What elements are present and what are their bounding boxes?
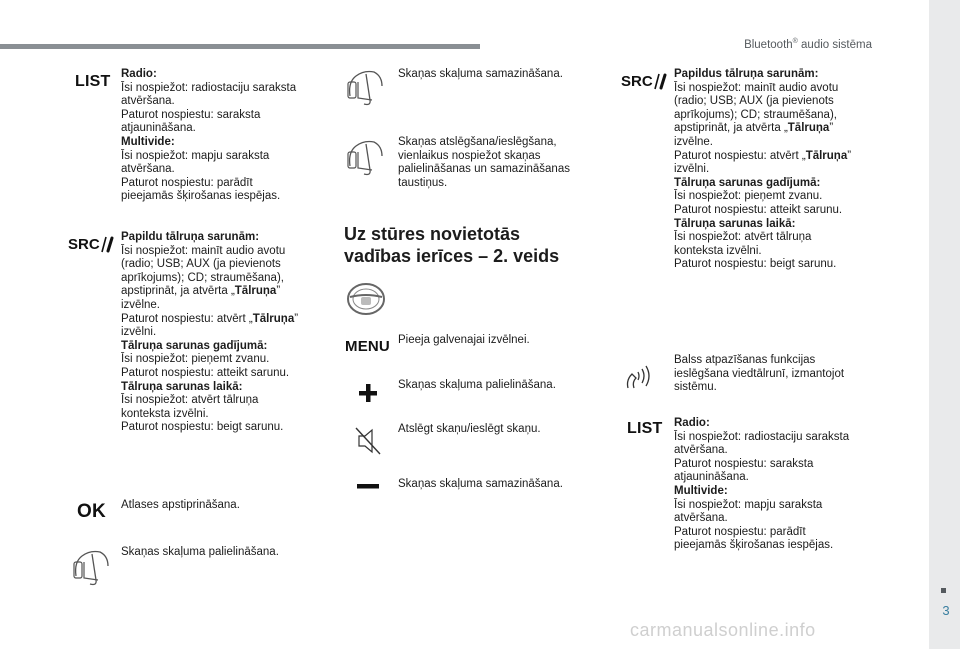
minus-description: Skaņas skaļuma samazināšana. [398,478,563,490]
ok-label: OK [77,501,106,522]
plus-icon [358,383,378,403]
side-band [929,0,960,649]
mute-combo-description: Skaņas atslēgšana/ieslēgšana, vienlaikus nospiežot skaņas palielināšanas un samazināšanas taustiņus. [398,136,570,189]
wheel-mute-icon [344,138,386,178]
plus-description: Skaņas skaļuma palielināšana. [398,379,556,391]
minus-icon [357,484,379,490]
src-description: Papildu tālruņa sarunām: Īsi nospiežot: mainīt audio avotu (radio; USB; AUX (ja pievienots aprīkojums); CD; straumēšana), apstiprināt, ja atvērta „Tālruņa” izvēlne. Paturot nospiestu: atvērt „Tālruņa” izvēlni. Tālruņa sarunas gadījumā: Īsi nospiežot: pieņemt zvanu. Paturot nospiestu: atteikt sarunu. Tālruņa sarunas laikā: Īsi nospiežot: atvērt tālruņa konteksta izvēlni. Paturot nospiestu: beigt sarunu. [121,231,299,434]
list-label: LIST [75,73,111,90]
page-number: 3 [942,603,950,618]
list-label-2: LIST [627,420,663,437]
voice-description: Balss atpazīšanas funkcijas ieslēgšana viedtālrunī, izmantojot sistēmu. [674,354,845,394]
volume-up-description: Skaņas skaļuma palielināšana. [121,546,279,558]
list-description: Radio: Īsi nospiežot: radiostaciju saraksta atvēršana. Paturot nospiestu: saraksta atjaunināšana. Multivide: Īsi nospiežot: mapju saraksta atvēršana. Paturot nospiestu: parādīt pieejamās šķirošanas iespējas. [121,68,297,203]
volume-down-description: Skaņas skaļuma samazināšana. [398,68,563,80]
list-description-2: Radio: Īsi nospiežot: radiostaciju saraksta atvēršana. Paturot nospiestu: saraksta atjaunināšana. Multivide: Īsi nospiežot: mapju saraksta atvēršana. Paturot nospiestu: parādīt pieejamās šķirošanas iespējas. [674,417,850,552]
page-header: Bluetooth® audio sistēma [744,38,872,51]
src-phone-icon-2 [621,71,667,91]
src-label-2: SRC [621,73,653,90]
src-label: SRC [68,236,100,253]
section-heading: Uz stūres novietotās vadības ierīces – 2. veids [344,224,560,266]
header-rule [0,44,480,49]
ok-description: Atlases apstiprināšana. [121,499,240,511]
mute-description: Atslēgt skaņu/ieslēgt skaņu. [398,423,541,435]
wheel-volume-up-icon [70,548,112,588]
page-marker [941,588,946,593]
menu-description: Pieeja galvenajai izvēlnei. [398,334,530,346]
wheel-volume-down-icon [344,68,386,108]
watermark: carmanualsonline.info [630,620,816,640]
voice-recognition-icon [624,362,658,392]
src-phone-icon [68,234,114,254]
src-description-2: Papildus tālruņa sarunām: Īsi nospiežot: mainīt audio avotu (radio; USB; AUX (ja pievienots aprīkojums); CD; straumēšana), apstiprināt, ja atvērta „Tālruņa” izvēlne. Paturot nospiestu: atvērt „Tālruņa” izvēlni. Tālruņa sarunas gadījumā: Īsi nospiežot: pieņemt zvanu. Paturot nospiestu: atteikt sarunu. Tālruņa sarunas laikā: Īsi nospiežot: atvērt tālruņa konteksta izvēlni. Paturot nospiestu: beigt sarunu. [674,68,852,271]
mute-speaker-icon [355,426,381,456]
steering-wheel-icon [346,281,386,317]
menu-label: MENU [345,338,390,355]
